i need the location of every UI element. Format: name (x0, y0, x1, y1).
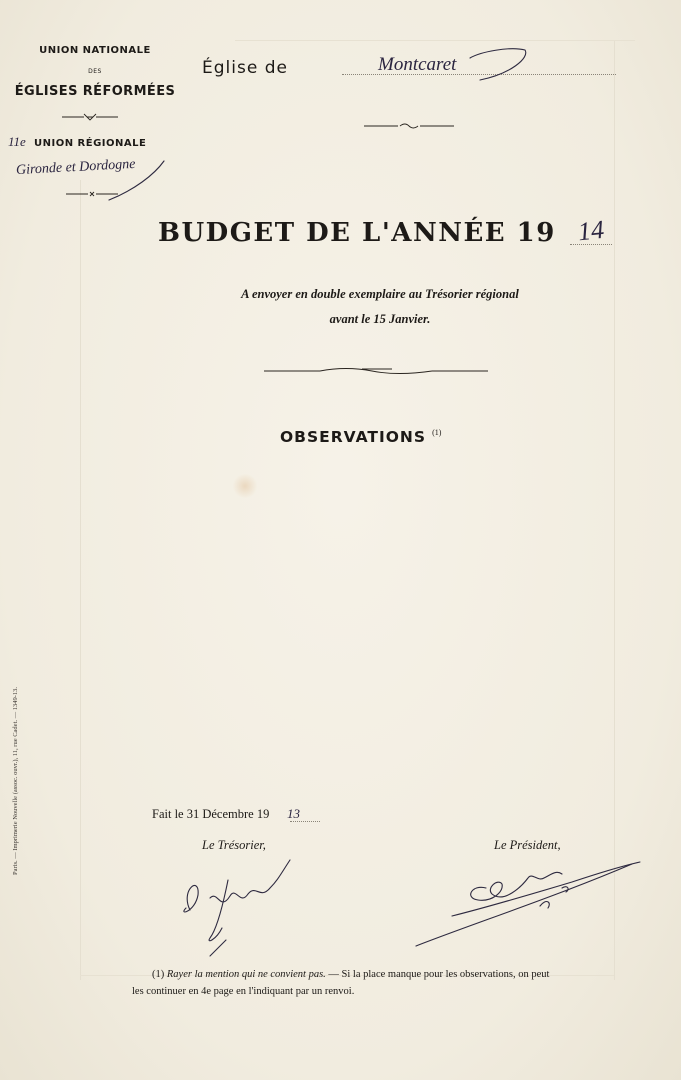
footnote-line-1 (132, 966, 624, 983)
ornament-divider-4 (262, 366, 490, 376)
fait-year-handwritten: 13 (287, 806, 300, 821)
footnote-rest: — Si la place manque pour les observations, on peut (325, 969, 550, 980)
budget-year-handwritten: 14 (576, 214, 606, 247)
observations-note-ref: (1) (432, 428, 442, 437)
union-nationale-label: UNION NATIONALE (39, 45, 151, 56)
eglise-de-label: Église de (202, 58, 288, 78)
fait-le-label: Fait le 31 Décembre 19 (152, 807, 270, 821)
paper-stain (232, 474, 258, 498)
frame-line-top (235, 40, 635, 41)
budget-title: BUDGET DE L'ANNÉE 19 (158, 218, 556, 248)
region-handwritten: Gironde et Dordogne (15, 156, 136, 179)
eglise-name-flourish (360, 44, 540, 94)
frame-line-right (614, 40, 615, 980)
observations-heading (280, 428, 441, 447)
eglise-name-handwritten: Montcaret (378, 54, 457, 75)
footnote-italic: Rayer la mention qui ne convient pas. (166, 969, 326, 980)
footnote (132, 966, 624, 1000)
ornament-divider-1 (60, 112, 120, 122)
instructions-line-1: A envoyer en double exemplaire au Trésorier régional (241, 287, 519, 301)
president-label: Le Président, (494, 838, 561, 852)
ornament-divider-3 (362, 122, 456, 130)
eglises-reformees-label: ÉGLISES RÉFORMÉES (14, 84, 176, 99)
union-number-handwritten: 11e (8, 134, 26, 149)
observations-title: OBSERVATIONS (280, 428, 427, 446)
frame-line-left (80, 180, 81, 980)
printer-imprint: Paris. — Imprimerie Nouvelle (assoc. ouvr.), 11, rue Cadet. — 1349-13. (12, 686, 19, 875)
instructions-line-2: avant le 15 Janvier. (329, 312, 431, 326)
union-regionale-label: UNION RÉGIONALE (34, 138, 147, 149)
ornament-divider-2 (64, 190, 120, 198)
footnote-line-2: les continuer en 4e page en l'indiquant par un renvoi. (132, 986, 355, 997)
des-label: DES (88, 68, 102, 75)
footnote-marker: (1) (152, 969, 165, 980)
president-signature (412, 858, 644, 950)
tresorier-signature (170, 850, 310, 960)
tresorier-label: Le Trésorier, (202, 838, 266, 852)
